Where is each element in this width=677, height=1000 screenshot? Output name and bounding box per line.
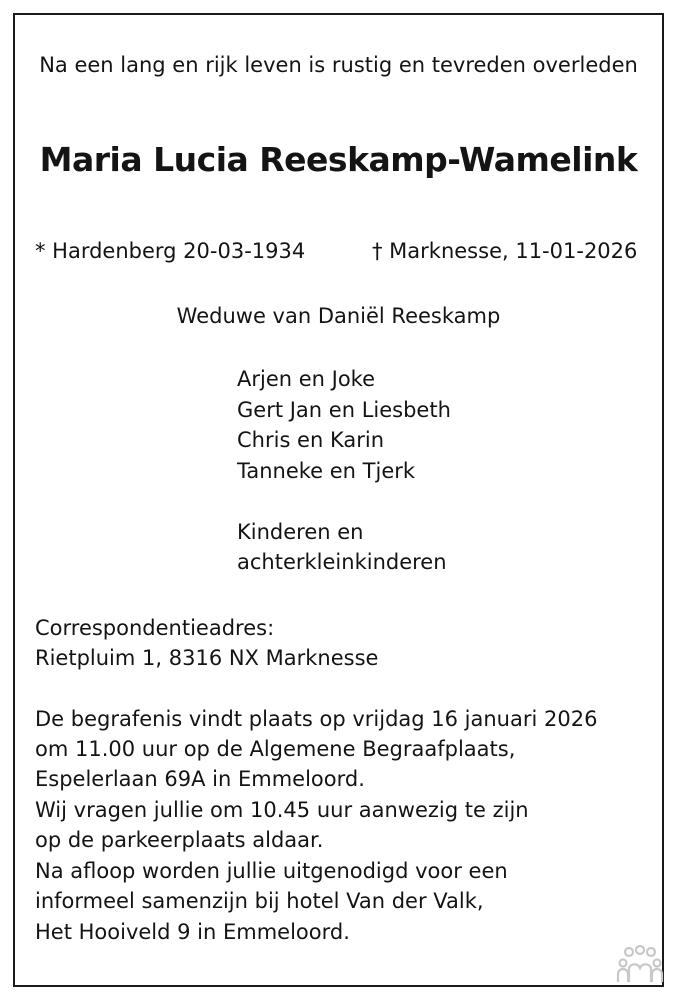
funeral-line: Het Hooiveld 9 in Emmeloord.	[35, 920, 350, 944]
birth-info: * Hardenberg 20-03-1934	[35, 239, 306, 263]
funeral-line: De begrafenis vindt plaats op vrijdag 16 januari 2026	[35, 707, 598, 731]
funeral-line: om 11.00 uur op de Algemene Begraafplaats,	[35, 737, 516, 761]
family-line: Arjen en Joke	[237, 367, 376, 391]
correspondence-address: Rietpluim 1, 8316 NX Marknesse	[35, 646, 379, 670]
intro-text: Na een lang en rijk leven is rustig en tevreden overleden	[39, 53, 638, 77]
grandchildren-line: Kinderen en	[237, 520, 364, 544]
people-group-icon	[615, 944, 665, 986]
death-info: † Marknesse, 11-01-2026	[372, 239, 638, 263]
family-line: Chris en Karin	[237, 428, 385, 452]
widow-text: Weduwe van Daniël Reeskamp	[176, 304, 501, 328]
funeral-line: Wij vragen jullie om 10.45 uur aanwezig te zijn	[35, 798, 529, 822]
funeral-line: op de parkeerplaats aldaar.	[35, 828, 324, 852]
funeral-line: informeel samenzijn bij hotel Van der Valk,	[35, 889, 484, 913]
family-line: Gert Jan en Liesbeth	[237, 398, 451, 422]
deceased-name: Maria Lucia Reeskamp-Wamelink	[39, 140, 638, 179]
grandchildren-line: achterkleinkinderen	[237, 550, 447, 574]
family-line: Tanneke en Tjerk	[237, 459, 416, 483]
funeral-line: Espelerlaan 69A in Emmeloord.	[35, 767, 365, 791]
correspondence-label: Correspondentieadres:	[35, 616, 275, 640]
funeral-line: Na afloop worden jullie uitgenodigd voor een	[35, 859, 508, 883]
